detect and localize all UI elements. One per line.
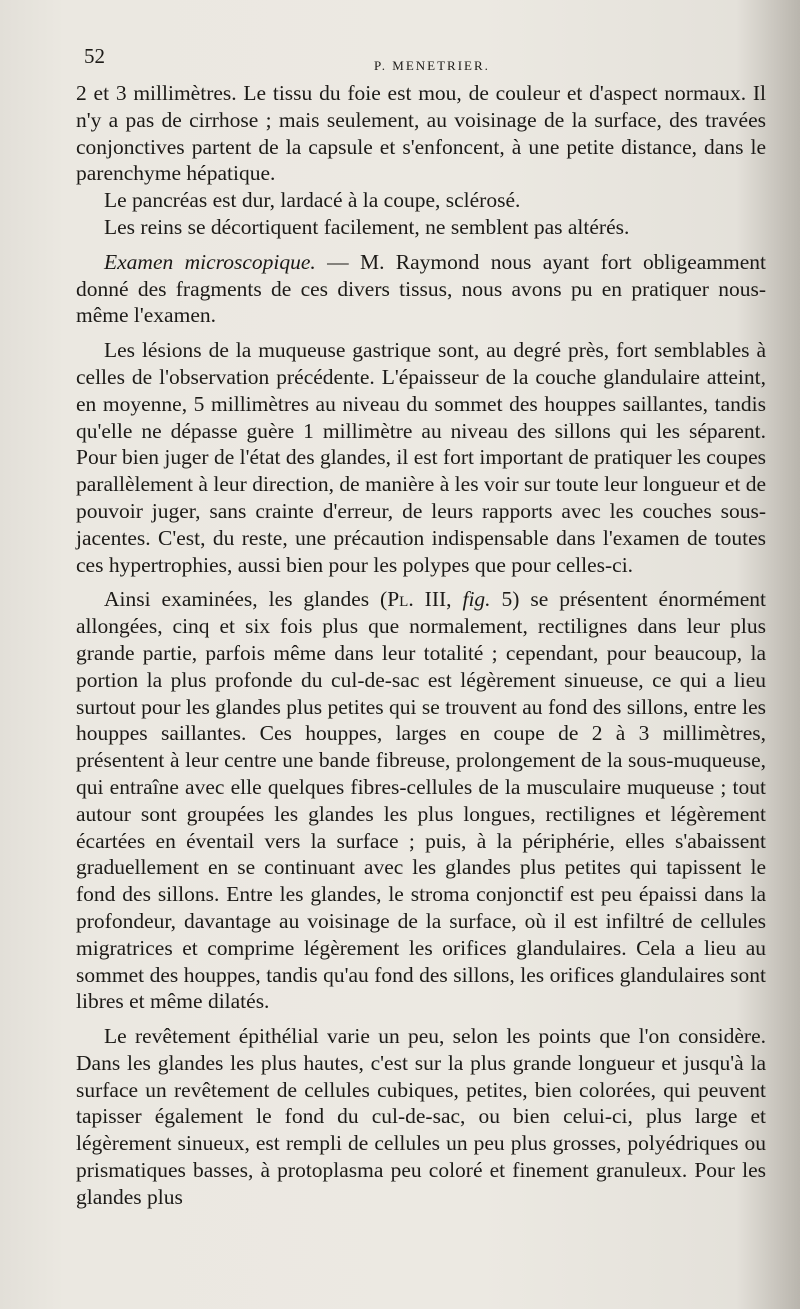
paragraph-glands xyxy=(76,586,766,1015)
paragraph-text: Ainsi examinées, les glandes ( xyxy=(104,587,388,612)
paragraph-pancreas: Le pancréas est dur, lardacé à la coupe, sclérosé. xyxy=(104,188,521,213)
paragraph-text: — M. Raymond nous ayant fort obligeamment donné des fragments de ces divers tissus, nous avons pu en pratiquer nous-même l'examen. xyxy=(76,249,766,328)
section-lead: Examen microscopique. xyxy=(104,249,316,274)
body-text xyxy=(76,80,766,1211)
figure-ref: fig. xyxy=(462,587,491,612)
running-head: P. MENETRIER. xyxy=(374,58,490,73)
paragraph-text: III, xyxy=(413,587,463,612)
paragraph-kidneys: Les reins se décortiquent facilement, ne semblent pas altérés. xyxy=(104,214,630,239)
paragraph-microscopic-exam xyxy=(76,249,766,329)
paragraph-epithelium: Le revêtement épithélial varie un peu, selon les points que l'on considère. Dans les glandes les plus hautes, c'est sur la plus grande longueur et jusqu'à la surface un revêtement de cellules cubiques, petites, bien colorées, qui peuvent tapisser également le fond du cul-de-sac, ou bien celui-ci, plus large et légèrement sinueux, est rempli de cellules un peu plus grosses, polyédriques ou prismatiques basses, à protoplasma peu coloré et finement granuleux. Pour les glandes plus xyxy=(76,1024,766,1209)
paragraph-text: 5) se présentent énormément allongées, cinq et six fois plus que normalement, rectilignes dans leur plus grande partie, parfois même dans leur totalité ; cependant, pour beaucoup, la portion la plus profonde du cul-de-sac est légèrement sinueuse, ce qui a lieu surtout pour les glandes plus petites qui se trouvent au fond des sillons, entre les houppes saillantes. Ces houppes, larges en coupe de 2 à 3 millimètres, présentent à leur centre une bande fibreuse, prolongement de la sous-muqueuse, qui entraîne avec elle quelques fibres-cellules de la musculaire muqueuse ; tout autour sont groupées les glandes les plus longues, rectilignes et légèrement écartées en éventail vers la surface ; puis, à la périphérie, elles s'abaissent graduellement en se continuant avec les glandes plus petites qui tapissent le fond des sillons. Entre les glandes, le stroma conjonctif est peu épaissi dans la profondeur, davantage au voisinage de la surface, où il est infiltré de cellules migratrices et comprime légèrement les orifices glandulaires. Cela a lieu au sommet des houppes, tandis qu'au fond des sillons, les orifices glandulaires sont libres et même dilatés. xyxy=(76,587,766,1014)
paragraph-liver: 2 et 3 millimètres. Le tissu du foie est mou, de couleur et d'aspect normaux. Il n'y a pas de cirrhose ; mais seulement, au voisinage de la surface, des travées conjonctives partent de la capsule et s'enfoncent, à une petite distance, dans le parenchyme hépatique. xyxy=(76,81,766,186)
page-header xyxy=(84,40,760,73)
plate-ref: Pl. xyxy=(387,587,414,612)
page-number: 52 xyxy=(84,44,105,68)
paragraph-gastric-lesions: Les lésions de la muqueuse gastrique sont, au degré près, fort semblables à celles de l'observation précédente. L'épaisseur de la couche glandulaire atteint, en moyenne, 5 millimètres au niveau du sommet des houppes saillantes, tandis qu'elle ne dépasse guère 1 millimètre au niveau des sillons qui les séparent. Pour bien juger de l'état des glandes, il est fort important de pratiquer les coupes parallèlement à leur direction, de manière à les voir sur toute leur longueur et de pouvoir juger, sans crainte d'erreur, de leurs rapports avec les couches sous-jacentes. C'est, du reste, une précaution indispensable dans l'examen de toutes ces hypertrophies, aussi bien pour les polypes que pour celles-ci. xyxy=(76,338,766,577)
